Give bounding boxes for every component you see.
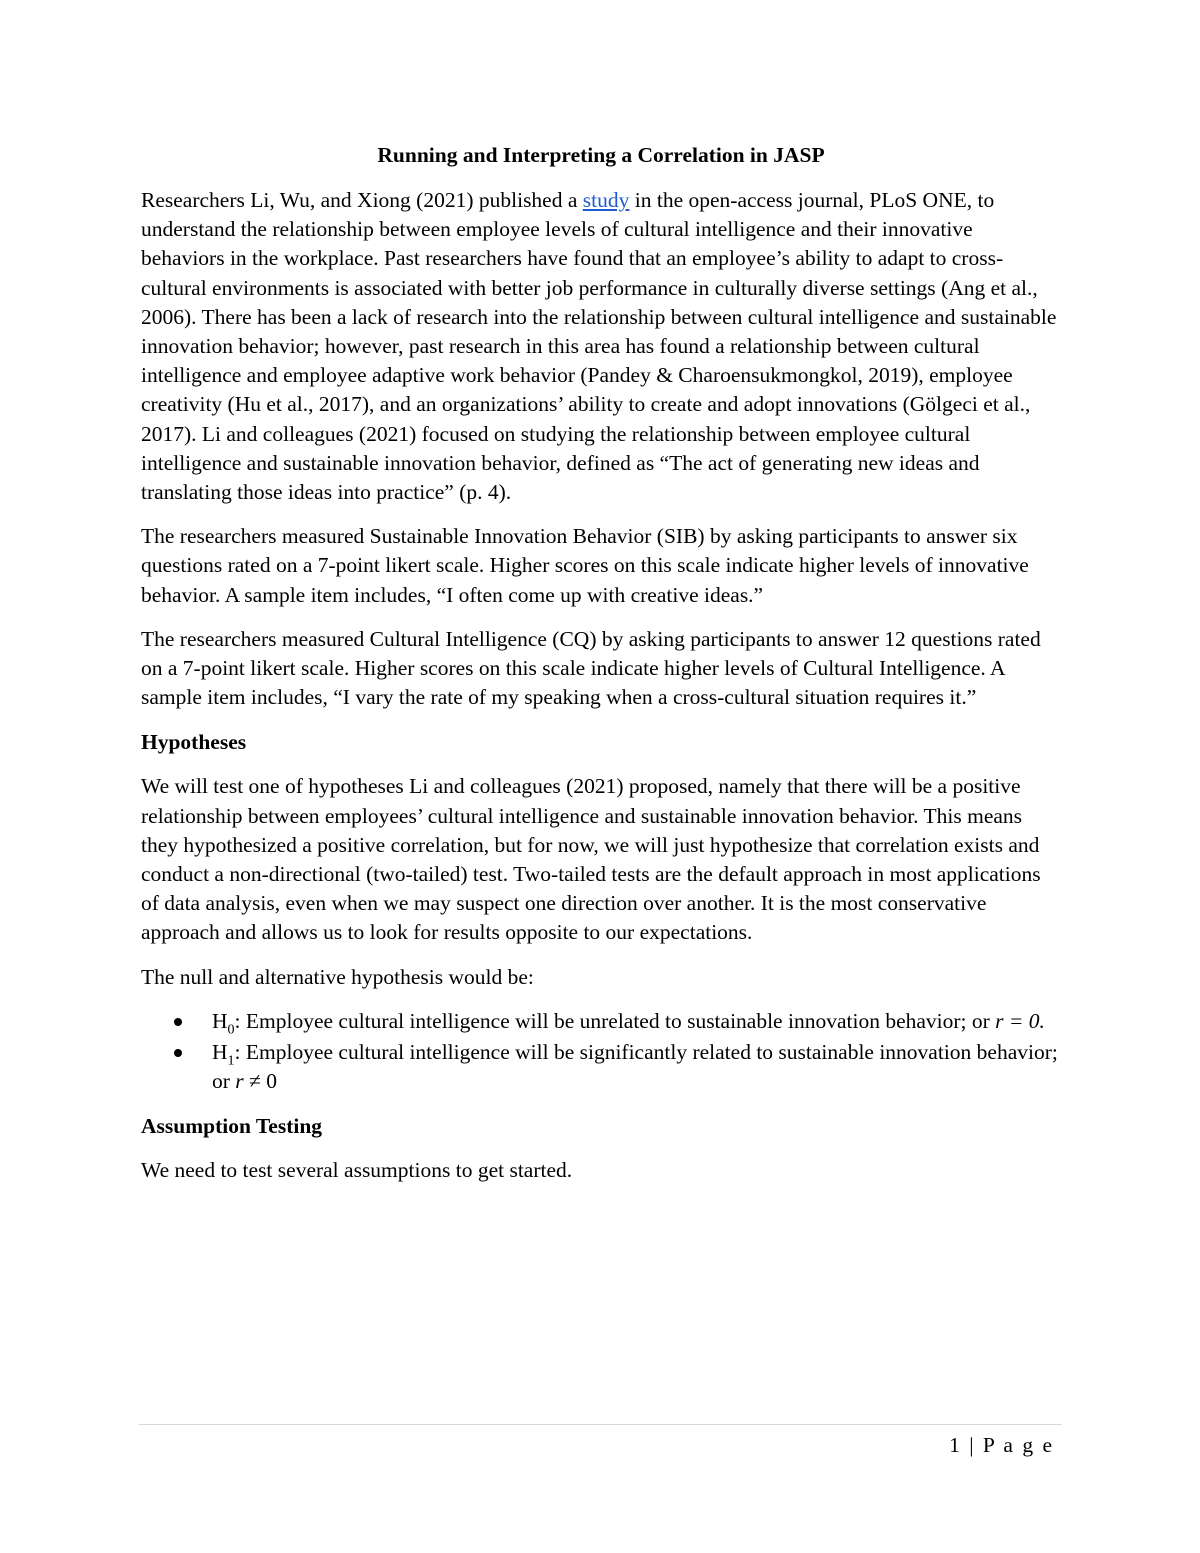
assumption-paragraph: We need to test several assumptions to get started. xyxy=(141,1158,573,1183)
hypothesis-subscript: 1 xyxy=(227,1053,235,1069)
hypothesis-letter: H xyxy=(212,1008,228,1033)
bullet-icon xyxy=(174,1049,182,1057)
hypotheses-paragraph: We will test one of hypotheses Li and colleagues (2021) proposed, namely that there will be a positive relationship between employees’ cultural intelligence and sustainable innovation behavior. This means they hypothesized a positive correlation, but for now, we will just hypothesize that correlation exists and conduct a non-directional (two-tailed) test. Two-tailed tests are the default approach in most applications of data analysis, even when we may suspect one direction over another. It is the most conservative approach and allows us to look for results opposite to our expectations. xyxy=(141,774,1041,945)
hypothesis-text: : Employee cultural intelligence will be unrelated to sustainable innovation behavior; or xyxy=(234,1008,996,1033)
bullet-icon xyxy=(174,1018,182,1026)
hypothesis-list xyxy=(141,1007,1061,1097)
assumption-heading: Assumption Testing xyxy=(141,1114,323,1139)
hypotheses-heading: Hypotheses xyxy=(141,730,247,755)
page-number: 1 | P a g e xyxy=(949,1433,1054,1457)
list-item xyxy=(141,1038,1061,1096)
study-link[interactable]: study xyxy=(582,188,630,212)
hypothesis-text: : Employee cultural intelligence will be significantly related to sustainable innovation behavior; or xyxy=(212,1040,1058,1094)
list-item xyxy=(141,1007,1061,1036)
footer-divider xyxy=(139,1424,1062,1425)
cq-paragraph: The researchers measured Cultural Intelligence (CQ) by asking participants to answer 12 questions rated on a 7-point likert scale. Higher scores on this scale indicate higher levels of Cultural Intelligence. A sample item includes, “I vary the rate of my speaking when a cross-cultural situation requires it.” xyxy=(141,626,1041,710)
hypothesis-subscript: 0 xyxy=(227,1022,235,1038)
document-body xyxy=(141,140,1061,1201)
sib-paragraph: The researchers measured Sustainable Innovation Behavior (SIB) by asking participants to answer six questions rated on a 7-point likert scale. Higher scores on this scale indicate higher levels of innovative behavior. A sample item includes, “I often come up with creative ideas.” xyxy=(141,524,1029,607)
document-title: Running and Interpreting a Correlation in JASP xyxy=(377,143,825,167)
hypothesis-value: = 0. xyxy=(1003,1008,1045,1033)
hypothesis-variable: r xyxy=(995,1008,1004,1033)
intro-paragraph xyxy=(141,186,1061,507)
hypothesis-letter: H xyxy=(212,1040,228,1065)
intro-text-after-link: in the open-access journal, PLoS ONE, to understand the relationship between employee levels of cultural intelligence and their innovative behaviors in the workplace. Past researchers have found that an employee’s ability to adapt to cross-cultural environments is associated with better job performance in culturally diverse settings (Ang et al., 2006). There has been a lack of research into the relationship between cultural intelligence and sustainable innovation behavior; however, past research in this area has found a relationship between cultural intelligence and employee adaptive work behavior (Pandey & Charoensukmongkol, 2019), employee creativity (Hu et al., 2017), and an organizations’ ability to create and adopt innovations (Gölgeci et al., 2017). Li and colleagues (2021) focused on studying the relationship between employee cultural intelligence and sustainable innovation behavior, defined as “The act of generating new ideas and translating those ideas into practice” (p. 4). xyxy=(141,188,1057,505)
intro-text-before-link: Researchers Li, Wu, and Xiong (2021) published a xyxy=(141,188,583,212)
hypothesis-variable: r xyxy=(235,1069,244,1094)
hypothesis-value: ≠ 0 xyxy=(243,1069,277,1094)
null-alt-intro: The null and alternative hypothesis would be: xyxy=(141,964,534,989)
